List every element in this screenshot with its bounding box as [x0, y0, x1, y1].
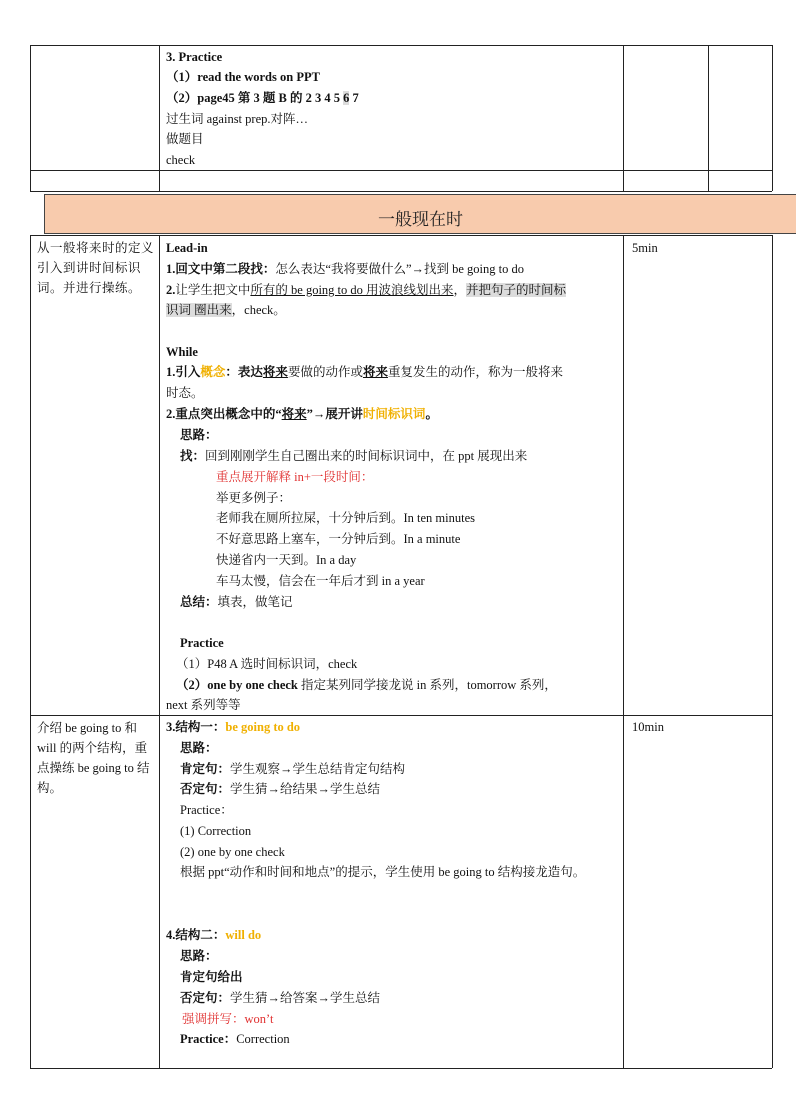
row1-time: 5min — [632, 241, 658, 255]
example-2: 不好意思路上塞车，一分钟后到。In a minute — [216, 532, 461, 546]
find-text: 回到刚刚学生自己圈出来的时间标识词中，在 ppt 展现出来 — [205, 449, 528, 463]
structure-1-silu: 思路： — [180, 741, 218, 755]
summary-line — [180, 594, 293, 610]
example-intro: 举更多例子： — [216, 491, 292, 505]
row-divider — [30, 191, 772, 192]
silu-label: 思路： — [180, 428, 218, 442]
while-step-2-text: 2.重点突出概念中的“ — [166, 407, 282, 421]
leadin-step-2 — [166, 282, 566, 298]
one-by-one-check: (2) one by one check — [180, 845, 285, 859]
structure-1-affirmative — [180, 761, 405, 777]
vocab-line: 过生词 against prep.对阵… — [166, 112, 308, 126]
practice-2-label: （2）one by one check — [176, 678, 298, 692]
example-3: 快递省内一天到。In a day — [216, 553, 357, 567]
structure-2-negative — [180, 990, 380, 1006]
leadin-title: Lead-in — [166, 241, 208, 255]
negative-label: 否定句： — [180, 782, 231, 796]
structure-1-form: be going to do — [225, 720, 301, 734]
col-divider — [623, 235, 624, 1068]
while-step-1-cont: 时态。 — [166, 386, 204, 400]
negative-text: 学生猜→给结果→学生总结 — [230, 782, 381, 796]
while-step-1-text-a: 要做的动作或 — [287, 365, 363, 379]
affirmative-label: 肯定句： — [180, 762, 231, 776]
structure-1-title — [166, 719, 300, 735]
practice-2-correction: Correction — [236, 1032, 290, 1046]
negative-2-text: 学生猜→给答案→学生总结 — [230, 991, 381, 1005]
practice-item-2-highlight: 6 — [343, 91, 350, 105]
practice-item-2 — [166, 90, 359, 106]
affirmative-text: 学生观察→学生总结肯定句结构 — [230, 762, 406, 776]
exercise-line: 做题目 — [166, 132, 204, 146]
structure-2-label: 4.结构二： — [166, 928, 226, 942]
table-top-border — [30, 45, 772, 46]
practice-1: （1）P48 A 选时间标识词，check — [176, 657, 358, 671]
while-step-1-text-b: 重复发生的动作，称为一般将来 — [387, 365, 563, 379]
while-step-1-label: 1.引入 — [166, 365, 201, 379]
leadin-step-2-highlight-cont: 识词 圈出来 — [166, 303, 232, 317]
row-divider — [30, 235, 772, 236]
col-divider — [708, 45, 709, 191]
structure-2-practice — [180, 1031, 290, 1047]
col-divider — [159, 45, 160, 191]
check-line: check — [166, 153, 196, 167]
while-step-2 — [166, 406, 438, 422]
leadin-step-2-text: 让学生把文中 — [175, 283, 251, 297]
row2-time: 10min — [632, 720, 664, 734]
find-label: 找： — [180, 449, 206, 463]
while-step-1-concept: 概念 — [200, 365, 226, 379]
practice-2 — [176, 677, 557, 693]
section-header-band — [44, 194, 796, 234]
row-divider — [30, 715, 772, 716]
leadin-step-2-num: 2. — [166, 283, 176, 297]
structure-1-negative — [180, 781, 380, 797]
practice-title: Practice — [180, 636, 224, 650]
practice-2-text: 指定某列同学接龙说 in 系列，tomorrow 系列， — [297, 678, 557, 692]
structure-2-affirmative: 肯定句给出 — [180, 970, 243, 984]
row1-objective: 从一般将来时的定义引入到讲时间标识词。并进行操练。 — [37, 241, 155, 295]
leadin-step-2-cont — [166, 302, 286, 318]
while-step-1-future-a: 将来 — [262, 365, 288, 379]
structure-2-title — [166, 927, 261, 943]
table-bottom-border — [30, 1068, 772, 1069]
while-step-2-end: 。 — [425, 407, 438, 421]
negative-2-label: 否定句： — [180, 991, 231, 1005]
while-title: While — [166, 345, 198, 359]
while-step-2-arrow: ”→展开讲 — [306, 407, 363, 421]
col-divider — [772, 45, 773, 191]
leadin-step-1-text: 怎么表达“我将要做什么”→找到 be going to do — [275, 262, 524, 276]
leadin-step-2-highlight: 并把句子的时间标 — [466, 283, 567, 297]
col-divider — [772, 235, 773, 1068]
while-step-2-time-markers: 时间标识词 — [362, 407, 426, 421]
leadin-step-1-label: 1.回文中第二段找： — [166, 262, 276, 276]
leadin-step-2-end: ，check。 — [231, 303, 286, 317]
row-divider — [30, 170, 772, 171]
practice-2-label-b: Practice： — [180, 1032, 237, 1046]
while-step-2-future: 将来 — [281, 407, 307, 421]
find-line — [180, 448, 527, 464]
practice-item-1: （1）read the words on PPT — [166, 70, 320, 84]
red-note: 重点展开解释 in+一段时间： — [216, 470, 374, 484]
practice-item-2-text: （2）page45 第 3 题 B 的 2 3 4 5 — [166, 91, 344, 105]
leadin-step-1 — [166, 261, 524, 277]
summary-text: 填表，做笔记 — [217, 595, 293, 609]
practice-heading: 3. Practice — [166, 50, 223, 64]
while-step-1-future-b: 将来 — [362, 365, 388, 379]
example-1: 老师我在厕所拉屎，十分钟后到。In ten minutes — [216, 511, 476, 525]
col-divider — [30, 45, 31, 191]
section-header-title: 一般现在时 — [378, 210, 463, 230]
summary-label: 总结： — [180, 595, 218, 609]
leadin-step-2-comma: ， — [453, 283, 467, 297]
structure-1-label: 3.结构一： — [166, 720, 226, 734]
example-4: 车马太慢，信会在一年后才到 in a year — [216, 574, 425, 588]
structure-2-silu: 思路： — [180, 949, 218, 963]
row2-objective: 介绍 be going to 和 will 的两个结构，重点操练 be going to 结构。 — [37, 721, 150, 795]
col-divider — [623, 45, 624, 191]
structure-2-form: will do — [225, 928, 262, 942]
col-divider — [159, 235, 160, 1068]
col-divider — [30, 235, 31, 1068]
leadin-step-2-underlined: 所有的 be going to do 用波浪线划出来 — [250, 283, 454, 297]
while-step-1 — [166, 364, 563, 380]
spelling-note: 强调拼写：won’t — [182, 1012, 274, 1026]
practice-item-2-tail: 7 — [349, 91, 359, 105]
practice-2-cont: next 系列等等 — [166, 698, 241, 712]
ppt-instruction: 根据 ppt“动作和时间和地点”的提示，学生使用 be going to 结构接龙造句。 — [180, 865, 586, 879]
correction-1: (1) Correction — [180, 824, 252, 838]
structure-1-practice: Practice： — [180, 803, 233, 817]
while-step-1-colon: ：表达 — [225, 365, 263, 379]
